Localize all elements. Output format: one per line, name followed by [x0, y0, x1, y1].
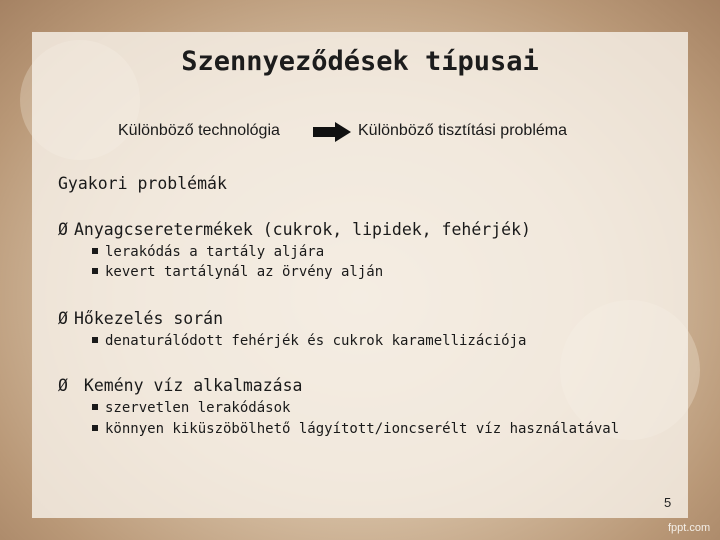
bullet-1 — [58, 220, 531, 239]
subitem-text: könnyen kiküszöbölhető lágyított/ioncserélt víz használatával — [105, 421, 620, 437]
bullet-text: Kemény víz alkalmazása — [74, 376, 303, 395]
section-heading: Gyakori problémák — [58, 174, 227, 193]
bullet-text: Anyagcseretermékek (cukrok, lipidek, fehérjék) — [74, 220, 531, 239]
subitem — [92, 333, 526, 349]
bullet-2 — [58, 309, 223, 328]
subitem-text: denaturálódott fehérjék és cukrok karamellizációja — [105, 333, 527, 349]
arrow-bullet-icon: Ø — [58, 376, 68, 395]
subitem-text: lerakódás a tartály aljára — [105, 244, 325, 260]
right-concept: Különböző tisztítási probléma — [358, 122, 567, 139]
concept-row — [0, 122, 720, 144]
subitem — [92, 244, 324, 260]
arrow-bullet-icon: Ø — [58, 309, 68, 328]
square-bullet-icon — [92, 425, 98, 431]
square-bullet-icon — [92, 268, 98, 274]
page-number: 5 — [664, 495, 672, 510]
subitem — [92, 400, 290, 416]
square-bullet-icon — [92, 404, 98, 410]
square-bullet-icon — [92, 248, 98, 254]
subitem-text: kevert tartálynál az örvény alján — [105, 264, 384, 280]
slide-title: Szennyeződések típusai — [181, 46, 539, 77]
watermark: fppt.com — [668, 522, 711, 534]
bullet-text: Hőkezelés során — [74, 309, 224, 328]
subitem-text: szervetlen lerakódások — [105, 400, 291, 416]
bullet-3 — [58, 376, 302, 395]
subitem — [92, 264, 383, 280]
left-concept: Különböző technológia — [118, 122, 280, 139]
square-bullet-icon — [92, 337, 98, 343]
right-arrow-icon — [313, 122, 351, 142]
subitem — [92, 421, 619, 437]
arrow-bullet-icon: Ø — [58, 220, 68, 239]
